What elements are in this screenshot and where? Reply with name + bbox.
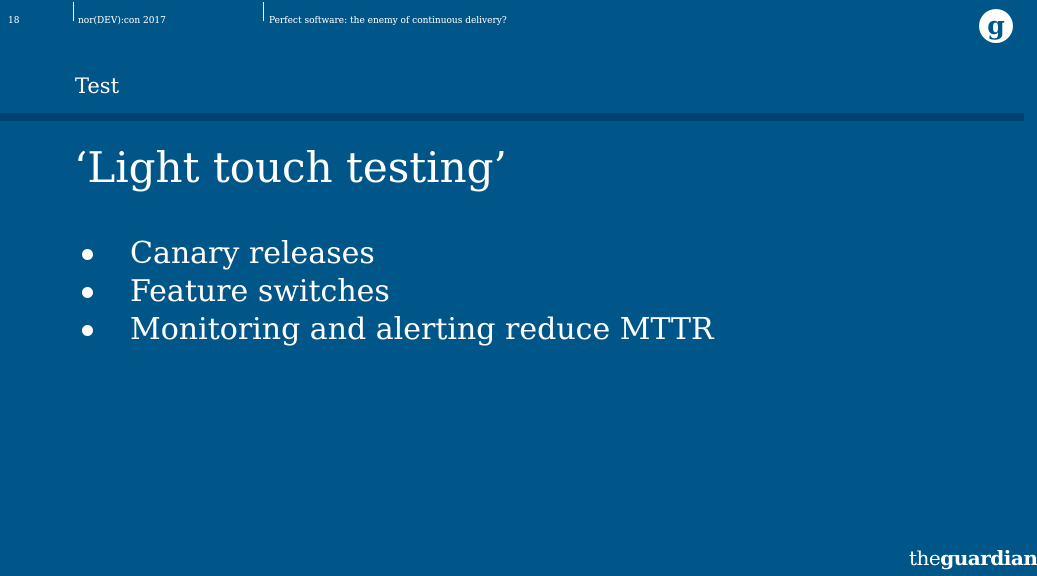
bullet-icon [82, 287, 93, 298]
event-name: nor(DEV):con 2017 [78, 16, 166, 26]
header-divider [73, 2, 74, 21]
header-rule [0, 113, 1024, 121]
guardian-wordmark-logo [909, 544, 1037, 572]
bullet-text: Monitoring and alerting reduce MTTR [130, 312, 714, 347]
bullet-icon [82, 249, 93, 260]
guardian-g-logo-icon [979, 9, 1013, 43]
slide-title: ‘Light touch testing’ [74, 143, 507, 192]
guardian-g-logo-svg [979, 9, 1013, 43]
talk-title: Perfect software: the enemy of continuous delivery? [269, 16, 507, 26]
header-divider [263, 2, 264, 21]
bullet-icon [82, 325, 93, 336]
wordmark-the: the [909, 546, 941, 570]
logo-letter: g [987, 11, 1005, 40]
page-number: 18 [8, 16, 20, 26]
wordmark-guardian: guardian [940, 546, 1037, 570]
bullet-text: Feature switches [130, 274, 390, 309]
section-title: Test [75, 74, 120, 98]
bullet-text: Canary releases [130, 236, 375, 271]
slide-header [0, 0, 1024, 113]
